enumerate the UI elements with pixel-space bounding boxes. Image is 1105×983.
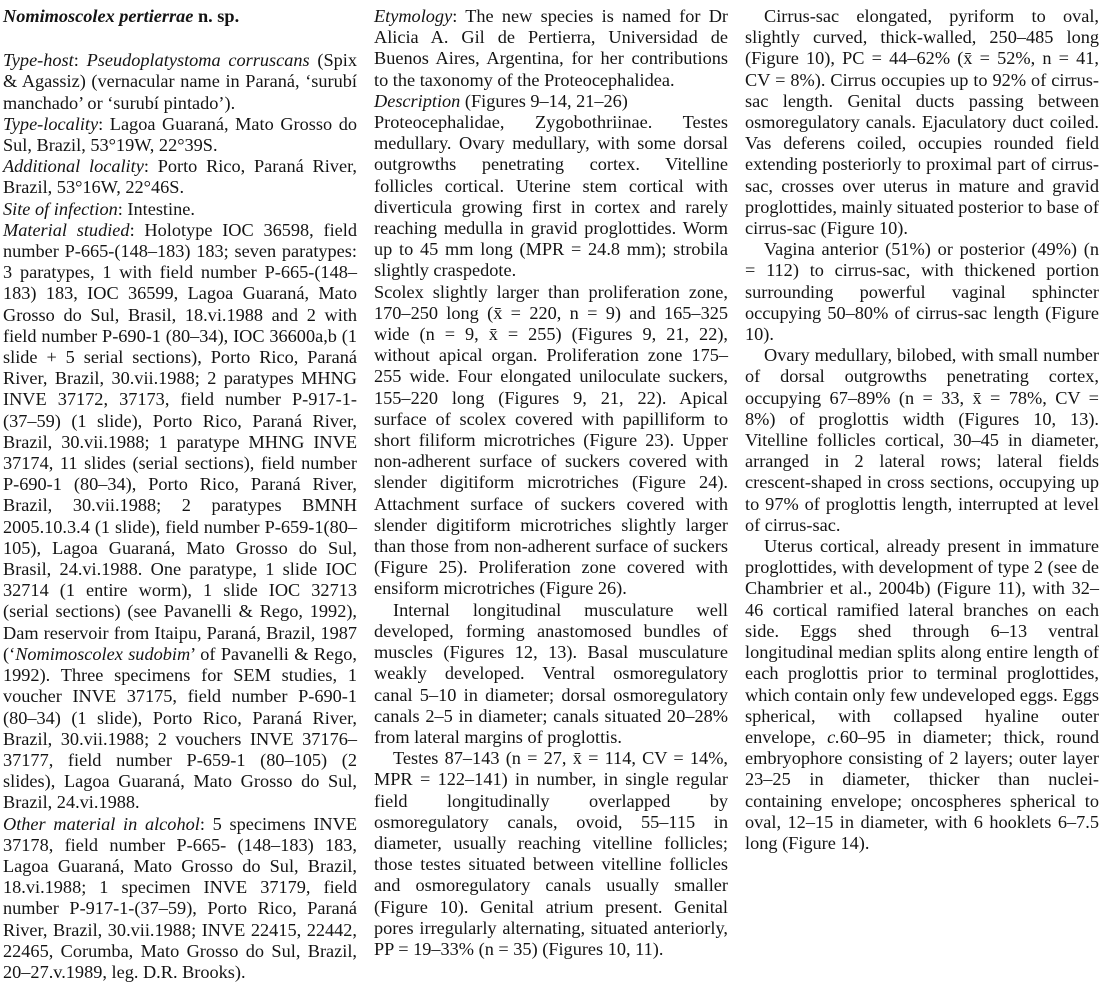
ovary-para bbox=[745, 345, 1099, 536]
vagina-para bbox=[745, 239, 1099, 345]
uterus-para bbox=[745, 536, 1099, 854]
text-run: : Lagoa Guaraná, Mato Grosso do Sul, Brazil, 53°19W, 22°39S. bbox=[3, 113, 357, 156]
type-locality-para bbox=[3, 114, 357, 156]
text-run: Etymology bbox=[374, 6, 453, 26]
other-material-para bbox=[3, 814, 357, 983]
material-studied-para bbox=[3, 220, 357, 814]
species-heading bbox=[3, 6, 357, 27]
etymology-para bbox=[374, 6, 728, 91]
text-run: Uterus cortical, already present in immature proglottides, with development of type 2 (see de Chambrier et al., 2004b) (Figure 11), with 32–46 cortical ramified lateral branches on each side. Eggs shed through 6–13 ventral longitudinal median splits along entire length of each proglottis prior to terminal proglottides, which contain only few undeveloped eggs. Eggs spherical, with collapsed hyaline outer envelope, bbox=[745, 536, 1099, 747]
text-run: Nomimoscolex sudobim bbox=[15, 643, 191, 664]
text-run: Testes 87–143 (n = 27, x̄ = 114, CV = 14%, MPR = 122–141) in number, in single regular field longitudinally overlapped by osmoregulatory canals, ovoid, 55–115 in diameter, usually reaching vitelline follicles; those testes situated between vitelline follicles and osmoregulatory canals usually smaller (Figure 10). Genital atrium present. Genital pores irregularly alternating, situated anteriorly, PP = 19–33% (n = 35) (Figures 10, 11). bbox=[374, 748, 728, 959]
column-3 bbox=[745, 6, 1099, 908]
text-run: Nomimoscolex pertierrae bbox=[3, 6, 194, 26]
text-run: Description bbox=[374, 90, 461, 111]
musculature-para bbox=[374, 600, 728, 748]
column-2 bbox=[374, 6, 728, 959]
text-run: Scolex slightly larger than proliferation zone, 170–250 long (x̄ = 220, n = 9) and 165–325 wide (n = 9, x̄ = 255) (Figures 9, 21, 22), without apical organ. Proliferation zone 175–255 wide. Four elongated uniloculate suckers, 155–220 long (Figures 9, 21, 22). Apical surface of scolex covered with papilliform to short filiform microtriches (Figure 23). Upper non-adherent surface of suckers covered with slender digitiform microtriches (Figure 24). Attachment surface of suckers covered with slender digitiform microtriches slightly larger than those from non-adherent surface of suckers (Figure 25). Proliferation zone covered with ensiform microtriches (Figure 26). bbox=[374, 281, 728, 599]
text-run: Cirrus-sac elongated, pyriform to oval, slightly curved, thick-walled, 250–485 long (Figure 10), PC = 44–62% (x̄ = 52%, n = 41, CV = 8%). Cirrus occupies up to 92% of cirrus-sac length. Genital ducts passing between osmoregulatory canals. Ejaculatory duct coiled. Vas deferens coiled, occupies rounded field extending posteriorly to proximal part of cirrus-sac, crosses over uterus in mature and gravid proglottides, mainly situated posterior to base of cirrus-sac (Figure 10). bbox=[745, 6, 1099, 239]
general-description-para bbox=[374, 112, 728, 282]
text-run: Vagina anterior (51%) or posterior (49%) (n = 112) to cirrus-sac, with thickened portion surrounding powerful vaginal sphincter occupying 50–80% of cirrus-sac length (Figure 10). bbox=[745, 239, 1099, 345]
text-run: Site of infection bbox=[3, 198, 118, 219]
text-run: Material studied bbox=[3, 219, 130, 240]
text-run: 60–95 in diameter; thick, round embryophore consisting of 2 layers; outer layer 23–25 in diameter, thicker than nuclei-containing envelope; oncospheres spherical to oval, 12–15 in diameter, with 6 hooklets 6–7.5 long (Figure 14). bbox=[745, 726, 1100, 853]
testes-para bbox=[374, 748, 728, 960]
text-run: Type-locality bbox=[3, 113, 99, 134]
column-1 bbox=[3, 6, 358, 982]
text-run: : bbox=[73, 50, 87, 71]
type-host-para bbox=[3, 50, 357, 114]
scolex-para bbox=[374, 282, 728, 600]
text-run: : The new species is named for Dr Alicia A. Gil de Pertierra, Universidad de Buenos Aires, Argentina, for her contributions to the taxonomy of the Proteocephalidea. bbox=[374, 6, 728, 90]
text-run: Other material in alcohol bbox=[3, 813, 200, 834]
text-run: Ovary medullary, bilobed, with small number of dorsal outgrowths penetrating cortex, occupying 67–89% (n = 33, x̄ = 78%, CV = 8%) of proglottis width (Figures 10, 13). Vitelline follicles cortical, 30–45 in diameter, arranged in 2 lateral rows; lateral fields crescent-shaped in cross sections, occupying up to 97% of proglottis length, interrupted at level of cirrus-sac. bbox=[745, 345, 1099, 535]
text-run: (Figures 9–14, 21–26) bbox=[460, 90, 628, 111]
text-run: Proteocephalidae, Zygobothriinae. Testes medullary. Ovary medullary, with some dorsal outgrowths penetrating cortex. Vitelline follicles cortical. Uterine stem cortical with diverticula growing first in cortex and rarely reaching medulla in gravid proglottides. Worm up to 45 mm long (MPR = 24.8 mm); strobila slightly craspedote. bbox=[374, 112, 728, 281]
text-run: c. bbox=[827, 726, 840, 747]
text-run: (Spix & Agassiz) (vernacular name in Paraná, ‘surubí manchado’ or ‘surubí pintado’). bbox=[3, 50, 357, 113]
text-run: : Porto Rico, Paraná River, Brazil, 53°16W, 22°46S. bbox=[3, 156, 357, 198]
text-run: Pseudoplatystoma corruscans bbox=[86, 50, 310, 71]
additional-locality-para bbox=[3, 156, 357, 198]
text-run: : Intestine. bbox=[117, 198, 195, 219]
text-run: ’ of Pavanelli & Rego, 1992). Three specimens for SEM studies, 1 voucher INVE 37175, field number P-690-1 (80–34) (1 slide), Porto Rico, Paraná River, Brazil, 30.vii.1988; 2 vouchers INVE 37176–37177, field number P-659-1 (80–105) (2 slides), Lagoa Guaraná, Mato Grosso do Sul, Brazil, 24.vi.1988. bbox=[3, 643, 357, 813]
text-run: : Holotype IOC 36598, field number P-665-(148–183) 183; seven paratypes: 3 paratypes, 1 with field number P-665-(148–183) 183, IOC 36599, Lagoa Guaraná, Mato Grosso do Sul, Brasil, 18.vi.1988 and 2 with field number P-690-1 (80–34), IOC 36600a,b (1 slide + 5 serial sections), Porto Rico, Paraná River, Brazil, 30.vii.1988; 2 paratypes MHNG INVE 37172, 37173, field number P-917-1-(37–59) (1 slide), Porto Rico, Paraná River, Brazil, 30.vii.1988; 1 paratype MHNG INVE 37174, 11 slides (serial sections), field number P-690-1 (80–34), Porto Rico, Paraná River, Brazil, 30.vii.1988; 2 paratypes BMNH 2005.10.3.4 (1 slide), field number P-659-1(80–105), Lagoa Guaraná, Mato Grosso do Sul, Brasil, 24.vi.1988. One paratype, 1 slide IOC 32714 (1 entire worm), 1 slide IOC 32713 (serial sections) (see Pavanelli & Rego, 1992), Dam reservoir from Itaipu, Paraná, Brazil, 1987 (‘ bbox=[3, 219, 358, 664]
site-of-infection-para bbox=[3, 199, 357, 220]
description-heading bbox=[374, 91, 728, 112]
text-run: Internal longitudinal musculature well developed, forming anastomosed bundles of muscles (Figures 12, 13). Basal musculature weakly developed. Ventral osmoregulatory canal 5–10 in diameter; dorsal osmoregulatory canals 2–5 in diameter; canals situated 20–28% from lateral margins of proglottis. bbox=[374, 599, 728, 747]
text-run: n. sp. bbox=[193, 6, 240, 26]
text-run: Type-host bbox=[3, 50, 74, 71]
cirrus-sac-para bbox=[745, 6, 1099, 239]
text-run: : 5 specimens INVE 37178, field number P-665- (148–183) 183, Lagoa Guaraná, Mato Grosso do Sul, Brazil, 18.vi.1988; 1 specimen INVE 37179, field number P-917-1-(37–59), Porto Rico, Paraná River, Brazil, 30.vii.1988; INVE 22415, 22442, 22465, Corumba, Mato Grosso do Sul, Brazil, 20–27.v.1989, leg. D.R. Brooks). bbox=[3, 813, 357, 982]
text-run: Additional locality bbox=[3, 156, 144, 177]
